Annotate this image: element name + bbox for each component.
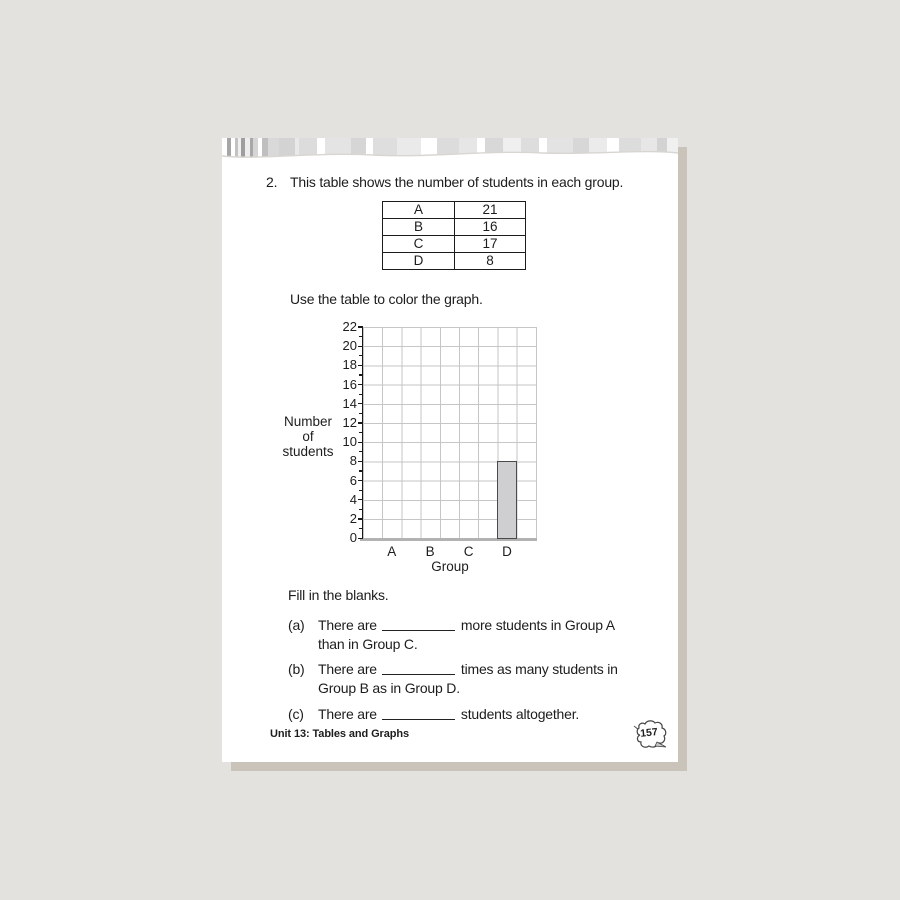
item-text — [318, 705, 579, 724]
answer-blank — [382, 628, 455, 631]
text-after-blank: students altogether. — [460, 706, 580, 722]
item-label: (a) — [288, 616, 305, 633]
table-cell-group: C — [413, 236, 424, 252]
y-axis-tick — [358, 538, 364, 539]
workbook-page — [222, 138, 678, 762]
y-axis-tick — [359, 336, 363, 337]
y-axis-tick — [358, 499, 364, 500]
y-axis-tick — [359, 528, 363, 529]
page-number-badge — [632, 719, 670, 749]
y-axis-tick-label: 0 — [349, 530, 357, 546]
table-cell-group: A — [413, 202, 423, 217]
item-line2: Group B as in Group D. — [318, 680, 460, 696]
text-before-blank: There are — [318, 616, 377, 633]
fill-in-item-c — [288, 705, 579, 724]
y-axis-tick-label: 14 — [342, 395, 357, 411]
y-axis-tick — [358, 461, 364, 462]
table-cell-count: 16 — [454, 219, 525, 235]
y-axis-title-line: students — [282, 443, 334, 459]
y-axis-tick — [359, 470, 363, 471]
footer-unit-title: Unit 13: Tables and Graphs — [270, 728, 410, 740]
fill-in-item-a — [288, 616, 615, 654]
y-axis-tick-label: 12 — [342, 415, 357, 430]
x-axis-category-label: B — [425, 544, 435, 560]
instruction-text: Use the table to color the graph. — [290, 291, 483, 307]
fill-in-item-b — [288, 660, 618, 698]
y-axis-title-line: of — [302, 428, 314, 444]
item-line2: than in Group C. — [318, 635, 418, 652]
y-axis-tick — [358, 326, 364, 327]
y-axis-tick — [359, 432, 363, 433]
item-text — [318, 616, 615, 654]
y-axis-tick-label: 2 — [349, 511, 357, 526]
item-line1 — [318, 660, 618, 679]
question-number: 2. — [266, 174, 278, 190]
item-line1 — [318, 705, 579, 724]
x-axis-category-label: A — [387, 544, 397, 560]
y-axis-tick — [358, 384, 364, 385]
bar-D — [497, 461, 516, 539]
y-axis-tick-label: 20 — [342, 338, 357, 354]
y-axis-tick — [359, 509, 363, 510]
y-axis-tick — [359, 490, 363, 491]
y-axis-tick-label: 16 — [342, 376, 357, 392]
table-cell-count: 8 — [454, 253, 525, 269]
y-axis-tick-label: 22 — [342, 319, 357, 334]
x-axis-category-label: D — [502, 544, 512, 560]
y-axis-tick — [358, 346, 364, 347]
table-cell-group: B — [413, 219, 423, 235]
page-number: 157 — [639, 726, 659, 740]
y-axis-tick-label: 10 — [342, 434, 357, 450]
y-axis-tick-label: 8 — [349, 453, 357, 469]
y-axis-tick-label: 18 — [342, 357, 357, 373]
y-axis-tick — [359, 451, 363, 452]
item-text — [318, 660, 618, 698]
x-axis-category-label: C — [463, 544, 474, 560]
y-axis-tick — [358, 480, 364, 481]
answer-blank — [382, 717, 455, 720]
x-axis-title: Group — [431, 559, 469, 574]
text-after-blank: more students in Group A — [460, 616, 615, 633]
y-axis-title-line: Number — [283, 414, 332, 429]
y-axis-tick — [359, 394, 363, 395]
y-axis-tick — [358, 442, 364, 443]
y-axis-tick — [359, 413, 363, 414]
y-axis-tick — [358, 403, 364, 404]
y-axis-tick — [358, 365, 364, 366]
fill-in-heading: Fill in the blanks. — [288, 587, 389, 603]
y-axis-tick — [359, 374, 363, 375]
y-axis-tick — [358, 518, 364, 519]
question-text: This table shows the number of students in each group. — [290, 174, 624, 190]
table-cell-group: D — [413, 253, 424, 269]
item-line1 — [318, 616, 615, 635]
item-label: (c) — [288, 706, 304, 722]
text-before-blank: There are — [318, 661, 377, 677]
text-after-blank: times as many students in — [460, 661, 618, 677]
table-cell-count: 21 — [454, 202, 525, 218]
item-label: (b) — [288, 661, 305, 677]
y-axis-tick — [359, 355, 363, 356]
answer-blank — [382, 672, 455, 675]
text-before-blank: There are — [318, 706, 377, 722]
y-axis-tick-label: 4 — [349, 491, 357, 507]
y-axis-tick-label: 6 — [349, 472, 357, 488]
y-axis-tick — [358, 422, 364, 423]
table-cell-count: 17 — [454, 236, 525, 252]
